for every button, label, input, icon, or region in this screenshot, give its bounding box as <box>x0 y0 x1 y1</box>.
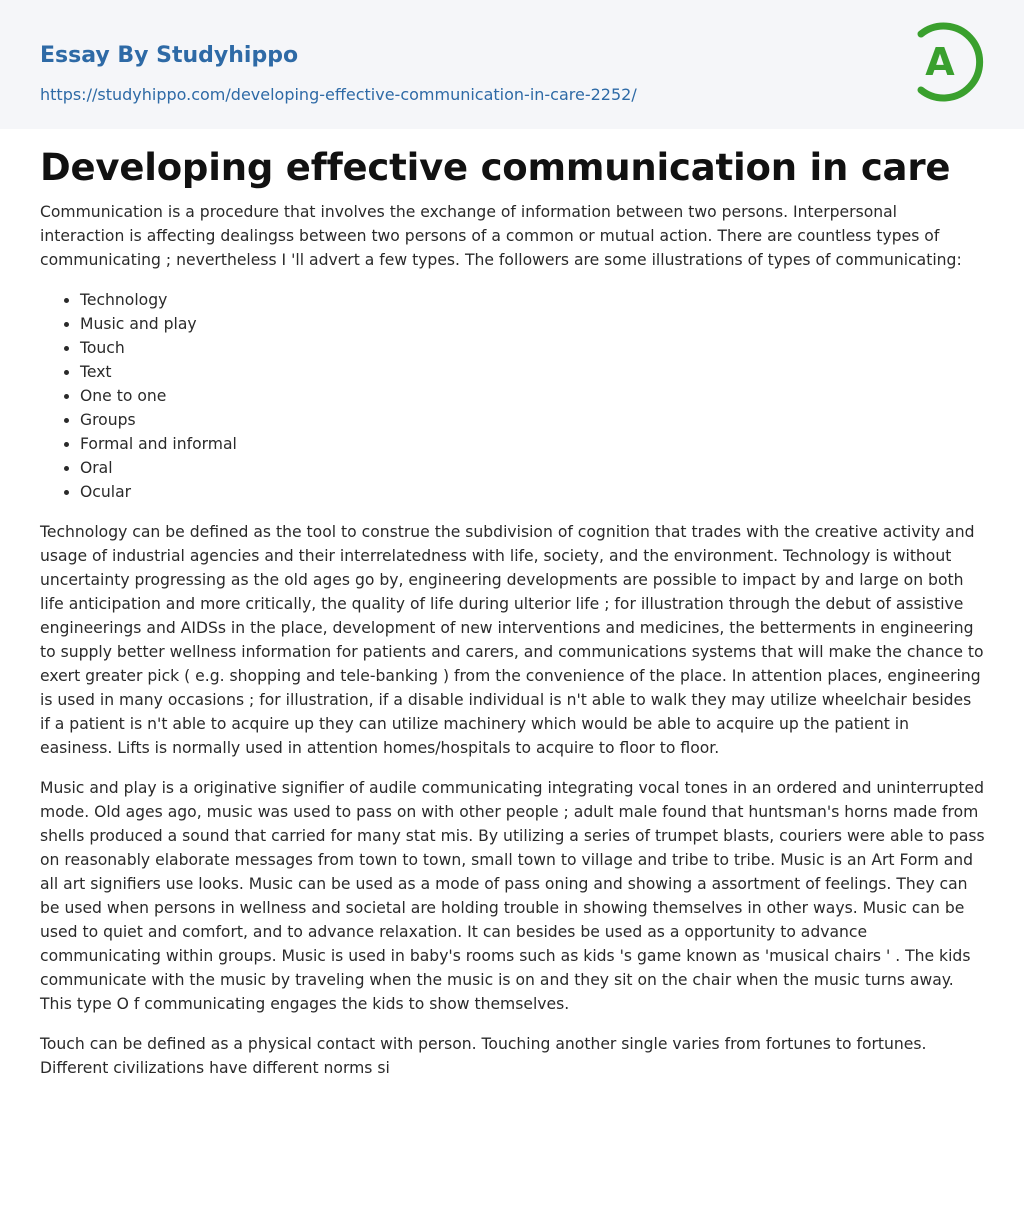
touch-paragraph: Touch can be defined as a physical contact with person. Touching another single varies from fortunes to fortunes. Different civilizations have different norms si <box>40 1035 927 1077</box>
article-url-link[interactable]: https://studyhippo.com/developing-effective-communication-in-care-2252/ <box>40 85 637 104</box>
communication-types-list <box>40 288 986 504</box>
list-item: • Ocular <box>80 480 986 504</box>
list-item: • Music and play <box>80 312 986 336</box>
list-item: • Formal and informal <box>80 432 986 456</box>
brand-title[interactable]: Essay By Studyhippo <box>40 43 299 68</box>
technology-paragraph: Technology can be defined as the tool to construe the subdivision of cognition that trades with the creative activity and usage of industrial agencies and their interrelatedness with life, society, and the environment. Technology is without uncertainty progressing as the old ages go by, engineering developments are possible to impact by and large on both life anticipation and more critically, the quality of life during ulterior life ; for illustration through the debut of assistive engineerings and AIDSs in the place, development of new interventions and medicines, the betterments in engineering to supply better wellness information for patients and carers, and communications systems that will make the chance to exert greater pick ( e.g. shopping and tele-banking ) from the convenience of the place. In attention places, engineering is used in many occasions ; for illustration, if a disable individual is n't able to walk they may utilize wheelchair besides if a patient is n't able to acquire up they can utilize machinery which would be able to acquire up the patient in easiness. Lifts is normally used in attention homes/hospitals to acquire to floor to floor. <box>40 523 984 757</box>
list-item: • Groups <box>80 408 986 432</box>
article-body <box>40 200 986 1096</box>
intro-paragraph: Communication is a procedure that involves the exchange of information between two persons. Interpersonal interaction is affecting dealingss between two persons of a common or mutual action. There are countless types of communicating ; nevertheless I 'll advert a few types. The followers are some illustrations of types of communicating: <box>40 203 962 269</box>
list-item: • One to one <box>80 384 986 408</box>
list-item: • Touch <box>80 336 986 360</box>
list-item: • Technology <box>80 288 986 312</box>
music-play-paragraph: Music and play is a originative signifier of audile communicating integrating vocal tones in an ordered and uninterrupted mode. Old ages ago, music was used to pass on with other people ; adult male found that huntsman's horns made from shells produced a sound that carried for many stat mis. By utilizing a series of trumpet blasts, couriers were able to pass on reasonably elaborate messages from town to town, small town to village and tribe to tribe. Music is an Art Form and all art signifiers use looks. Music can be used as a mode of pass oning and showing a assortment of feelings. They can be used when persons in wellness and societal are holding trouble in showing themselves in other ways. Music can be used to quiet and comfort, and to advance relaxation. It can besides be used as a opportunity to advance communicating within groups. Music is used in baby's rooms such as kids 's game known as 'musical chairs ' . The kids communicate with the music by traveling when the music is on and they sit on the chair when the music turns away. This type O f communicating engages the kids to show themselves. <box>40 779 985 1013</box>
list-item: • Text <box>80 360 986 384</box>
list-item: • Oral <box>80 456 986 480</box>
logo-letter: A <box>925 40 955 84</box>
page-title: Developing effective communication in care <box>40 146 951 189</box>
